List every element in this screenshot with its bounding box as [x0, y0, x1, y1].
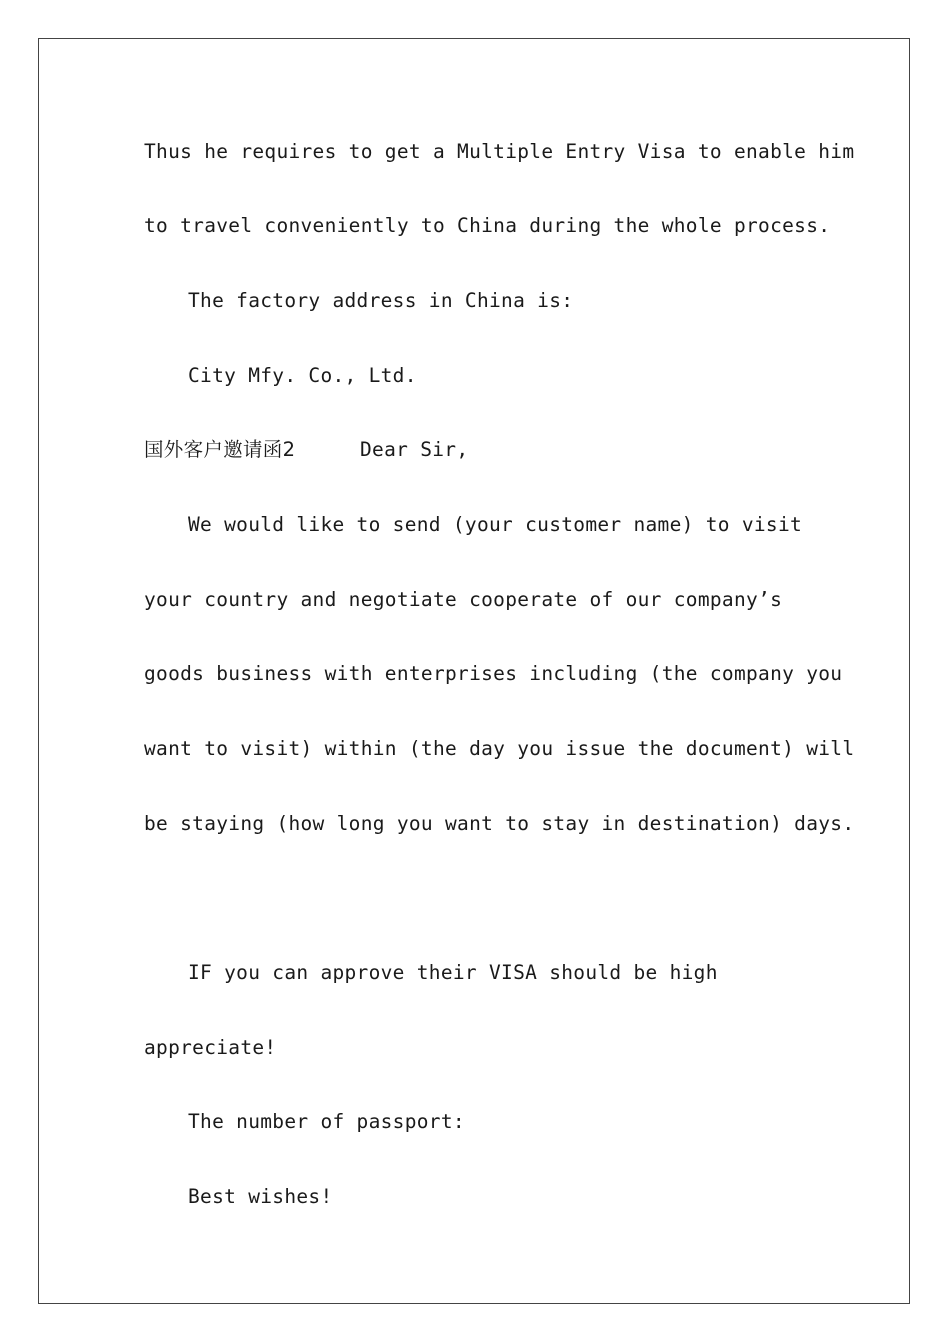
body-line-1: Thus he requires to get a Multiple Entry Visa to enable him [144, 140, 855, 163]
body-line-7: your country and negotiate cooperate of our company’s [144, 588, 783, 611]
body-line-13: The number of passport: [188, 1110, 465, 1133]
body-line-2: to travel conveniently to China during the whole process. [144, 214, 831, 237]
body-line-11: IF you can approve their VISA should be high [188, 961, 718, 984]
body-line-10: be staying (how long you want to stay in destination) days. [144, 812, 855, 835]
body-line-4: City Mfy. Co., Ltd. [188, 364, 417, 387]
section-heading: 国外客户邀请函2 [144, 438, 296, 461]
body-line-8: goods business with enterprises including (the company you [144, 662, 843, 685]
body-line-12: appreciate! [144, 1036, 277, 1059]
salutation: Dear Sir, [360, 438, 469, 461]
body-line-6: We would like to send (your customer name) to visit [188, 513, 803, 536]
body-line-9: want to visit) within (the day you issue the document) will [144, 737, 855, 760]
body-line-3: The factory address in China is: [188, 289, 574, 312]
closing: Best wishes! [188, 1185, 333, 1208]
